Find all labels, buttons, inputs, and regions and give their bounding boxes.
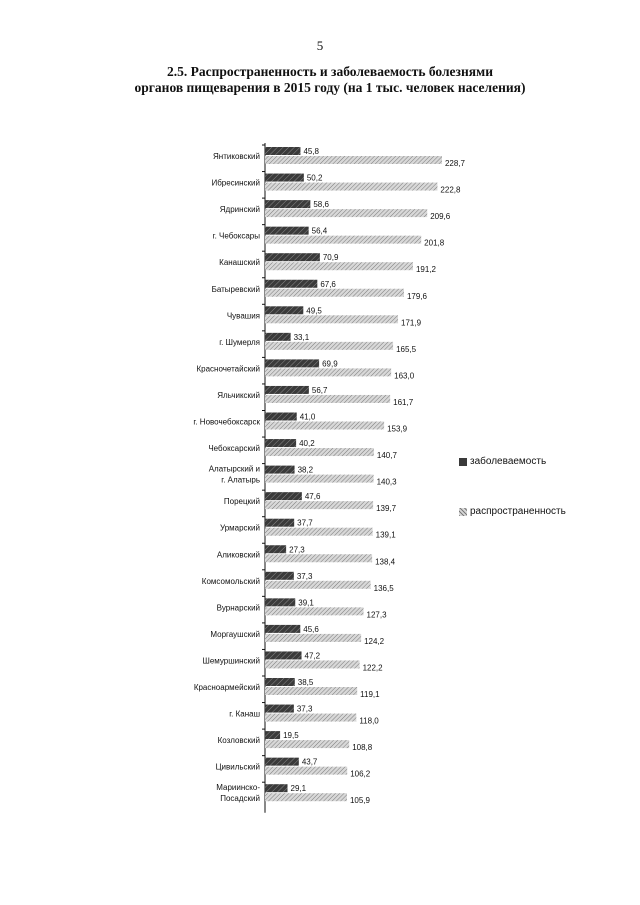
category-label: Урмарский xyxy=(219,523,260,533)
category-label: Шемуршинский xyxy=(202,656,260,666)
bar-prevalence xyxy=(265,209,427,217)
bar-incidence xyxy=(265,200,310,208)
category-label: Батыревский xyxy=(211,284,260,294)
data-label-prevalence: 161,7 xyxy=(393,397,414,407)
category-label: Красноармейский xyxy=(193,683,260,692)
data-label-prevalence: 108,8 xyxy=(352,743,373,753)
data-label-prevalence: 171,9 xyxy=(401,318,422,328)
category-label: Алатырский и xyxy=(208,464,260,474)
data-label-incidence: 41,0 xyxy=(299,412,316,422)
bar-incidence xyxy=(265,333,291,341)
data-label-incidence: 29,1 xyxy=(290,784,307,794)
data-label-incidence: 67,6 xyxy=(320,279,336,289)
bar-prevalence xyxy=(265,554,372,562)
category-label: Козловский xyxy=(217,736,260,746)
bar-prevalence xyxy=(265,607,364,615)
chart-title-line-1: 2.5. Распространенность и заболеваемость болезнями xyxy=(166,64,494,79)
bar-prevalence xyxy=(265,528,373,536)
bar-incidence xyxy=(265,466,295,474)
category-label: г. Канаш xyxy=(229,709,260,719)
bar-prevalence xyxy=(265,581,371,589)
category-label: Мариинско- xyxy=(216,783,260,793)
category-label: Янтиковский xyxy=(213,152,260,161)
bar-prevalence xyxy=(265,395,390,403)
category-label: Ибресинский xyxy=(211,178,260,188)
bar-prevalence xyxy=(265,767,347,775)
legend-swatch-prevalence xyxy=(459,508,467,516)
bar-incidence xyxy=(265,413,297,421)
data-label-incidence: 19,5 xyxy=(283,731,299,741)
data-label-incidence: 27,3 xyxy=(289,545,305,555)
data-label-incidence: 45,6 xyxy=(303,624,319,634)
data-label-incidence: 38,5 xyxy=(297,678,314,687)
data-label-prevalence: 136,5 xyxy=(373,583,394,593)
bar-incidence xyxy=(265,758,299,766)
bar-prevalence xyxy=(265,740,349,748)
data-label-prevalence: 139,1 xyxy=(375,530,396,540)
data-label-incidence: 37,3 xyxy=(296,571,313,581)
bar-incidence xyxy=(265,306,303,314)
data-label-incidence: 38,2 xyxy=(297,465,314,475)
bar-prevalence xyxy=(265,368,391,376)
category-label: г. Алатырь xyxy=(221,475,260,485)
data-label-prevalence: 106,2 xyxy=(350,769,371,779)
data-label-prevalence: 201,8 xyxy=(424,238,445,248)
bar-prevalence xyxy=(265,501,373,509)
bar-incidence xyxy=(265,174,304,182)
data-label-incidence: 37,7 xyxy=(297,518,313,528)
bar-incidence xyxy=(265,386,309,394)
bar-prevalence xyxy=(265,183,437,191)
bar-prevalence xyxy=(265,315,398,323)
data-label-incidence: 58,6 xyxy=(313,200,329,210)
category-label: Канашский xyxy=(219,258,260,268)
bar-incidence xyxy=(265,784,288,792)
bar-prevalence xyxy=(265,634,361,642)
bar-prevalence xyxy=(265,475,374,483)
category-label: Чувашия xyxy=(226,311,260,321)
bar-incidence xyxy=(265,253,320,261)
legend-item-incidence xyxy=(459,456,546,468)
bar-prevalence xyxy=(265,342,393,350)
data-label-prevalence: 163,0 xyxy=(394,371,415,381)
category-label: Красночетайский xyxy=(196,364,260,374)
bar-incidence xyxy=(265,227,309,235)
bar-incidence xyxy=(265,651,302,659)
page-number: 5 xyxy=(316,38,324,53)
data-label-prevalence: 222,8 xyxy=(440,185,461,195)
bar-incidence xyxy=(265,439,296,447)
category-label: Чебоксарский xyxy=(208,444,260,454)
category-label: г. Чебоксары xyxy=(212,231,260,241)
data-label-prevalence: 191,2 xyxy=(415,265,437,275)
category-label: Ядринский xyxy=(219,205,260,215)
data-label-incidence: 50,2 xyxy=(306,173,323,183)
bar-incidence xyxy=(265,731,280,739)
chart-title-line-2: органов пищеварения в 2015 году (на 1 тыс. человек населения) xyxy=(134,80,526,95)
legend-label-prevalence: распространенность xyxy=(470,506,566,517)
data-label-prevalence: 228,7 xyxy=(444,159,466,168)
category-label: Моргаушский xyxy=(210,629,260,639)
bar-prevalence xyxy=(265,714,356,722)
category-label: Порецкий xyxy=(223,497,260,507)
data-label-incidence: 33,1 xyxy=(293,332,310,342)
bar-prevalence xyxy=(265,793,347,801)
data-label-incidence: 47,2 xyxy=(304,651,321,661)
bar-incidence xyxy=(265,572,294,580)
bar-incidence xyxy=(265,492,302,500)
bar-incidence xyxy=(265,147,300,155)
bar-incidence xyxy=(265,280,317,288)
legend-swatch-incidence xyxy=(459,458,467,466)
bar-prevalence xyxy=(265,262,413,270)
bar-prevalence xyxy=(265,156,442,164)
bar-incidence xyxy=(265,359,319,367)
data-label-prevalence: 165,5 xyxy=(396,344,417,354)
category-label: г. Новочебоксарск xyxy=(193,417,260,427)
bar-incidence xyxy=(265,705,294,713)
data-label-incidence: 70,9 xyxy=(322,253,339,263)
data-label-prevalence: 140,7 xyxy=(376,451,397,461)
legend-label-incidence: заболеваемость xyxy=(470,456,547,467)
data-label-prevalence: 140,3 xyxy=(376,477,397,487)
data-label-prevalence: 138,4 xyxy=(375,557,396,567)
category-label: Аликовский xyxy=(216,550,260,560)
data-label-prevalence: 118,0 xyxy=(359,716,379,726)
bar-incidence xyxy=(265,625,300,633)
bar-incidence xyxy=(265,598,295,606)
bar-prevalence xyxy=(265,289,404,297)
data-label-incidence: 47,6 xyxy=(304,492,321,502)
data-label-prevalence: 153,9 xyxy=(387,424,408,434)
bar-incidence xyxy=(265,545,286,553)
category-label: Цивильский xyxy=(215,762,260,772)
data-label-prevalence: 122,2 xyxy=(362,663,383,673)
data-label-prevalence: 209,6 xyxy=(430,212,451,222)
bar-prevalence xyxy=(265,448,374,456)
data-label-prevalence: 124,2 xyxy=(364,636,385,646)
bar-incidence xyxy=(265,519,294,527)
bar-incidence xyxy=(265,678,295,686)
data-label-prevalence: 127,3 xyxy=(366,610,387,620)
data-label-incidence: 56,7 xyxy=(311,385,328,395)
data-label-incidence: 69,9 xyxy=(322,359,338,369)
chart-plot-area xyxy=(193,143,465,813)
data-label-incidence: 39,1 xyxy=(298,598,314,608)
category-label: г. Шумерля xyxy=(219,337,260,347)
category-label: Яльчикский xyxy=(217,390,260,400)
data-label-incidence: 45,8 xyxy=(303,147,320,156)
category-label: Комсомольский xyxy=(201,576,260,586)
data-label-incidence: 40,2 xyxy=(299,439,315,449)
data-label-incidence: 43,7 xyxy=(301,757,318,767)
legend-item-prevalence xyxy=(459,506,566,518)
data-label-incidence: 56,4 xyxy=(311,226,328,236)
data-label-prevalence: 179,6 xyxy=(406,291,428,301)
data-label-incidence: 37,3 xyxy=(296,704,313,714)
bar-prevalence xyxy=(265,236,421,244)
data-label-prevalence: 119,1 xyxy=(360,690,380,699)
data-label-incidence: 49,5 xyxy=(306,306,322,316)
category-label: Посадский xyxy=(220,794,260,804)
data-label-prevalence: 105,9 xyxy=(349,796,370,806)
data-label-prevalence: 139,7 xyxy=(376,504,397,514)
bar-prevalence xyxy=(265,687,357,695)
bar-prevalence xyxy=(265,422,384,430)
bar-prevalence xyxy=(265,660,360,668)
category-label: Вурнарский xyxy=(216,603,260,613)
